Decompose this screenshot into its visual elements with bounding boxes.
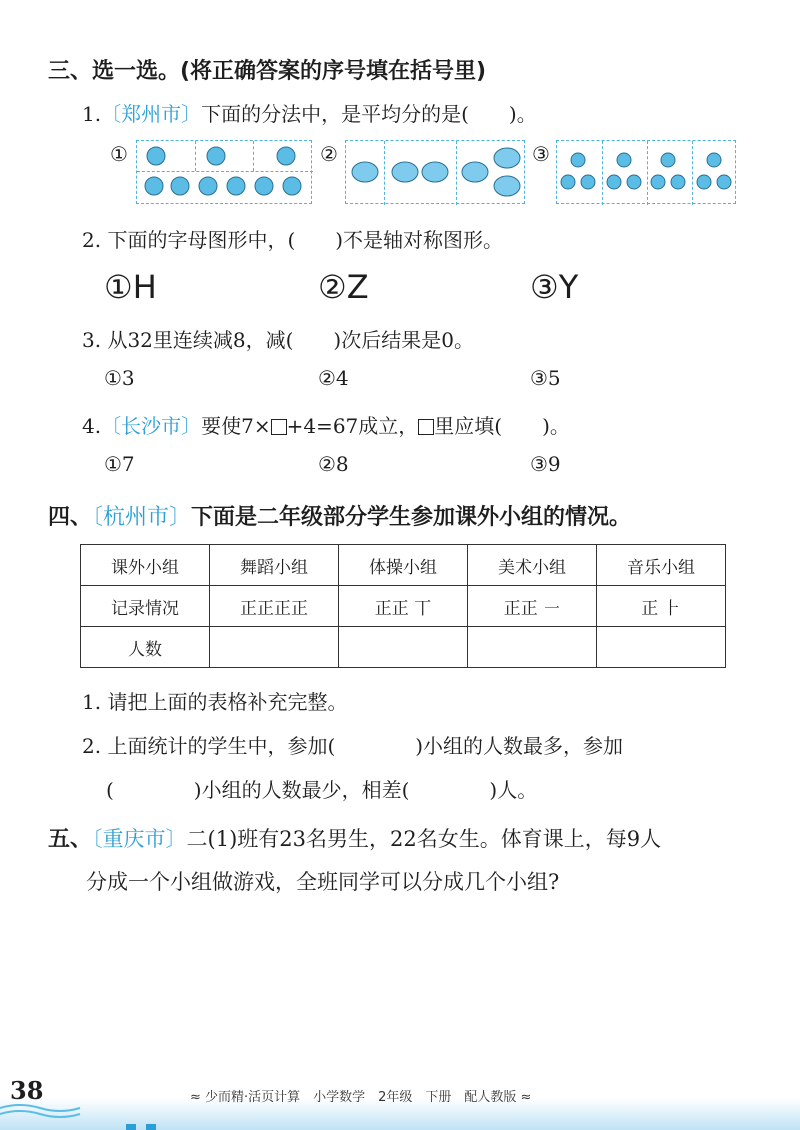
tally-cell: 正 ⺊ bbox=[597, 586, 726, 627]
q4-text-c: 里应填( )。 bbox=[434, 414, 570, 438]
section5-line1 bbox=[48, 822, 661, 853]
sec5-label: 五、 bbox=[48, 827, 93, 852]
footer-text: ≈ 少而精·活页计算 小学数学 2年级 下册 配人教版 ≈ bbox=[190, 1090, 532, 1105]
table-row bbox=[81, 586, 726, 627]
q4-option-3: ③9 bbox=[530, 452, 561, 476]
answer-cell[interactable] bbox=[339, 627, 468, 668]
q3-option-1: ①3 bbox=[104, 366, 135, 390]
table-cell: 舞蹈小组 bbox=[210, 545, 339, 586]
q1-text: 下面的分法中，是平均分的是( )。 bbox=[201, 102, 537, 126]
tally-cell: 正正正正 bbox=[210, 586, 339, 627]
sec5-city-tag: 〔重庆市〕 bbox=[92, 827, 187, 851]
table-cell: 美术小组 bbox=[468, 545, 597, 586]
activity-table bbox=[80, 544, 726, 668]
q1-option-3-box bbox=[556, 140, 736, 204]
q2-option-3: ③Y bbox=[530, 268, 579, 306]
q1-option-2-box bbox=[345, 140, 525, 204]
sec4-label: 四、 bbox=[48, 505, 93, 530]
question-1 bbox=[82, 98, 537, 127]
question-3: 3. 从32里连续减8，减( )次后结果是0。 bbox=[82, 328, 474, 352]
table-cell: 课外小组 bbox=[81, 545, 210, 586]
table-row bbox=[81, 627, 726, 668]
apple-icons bbox=[556, 140, 736, 204]
answer-cell[interactable] bbox=[210, 627, 339, 668]
q1-option-2-label: ② bbox=[320, 142, 338, 166]
watermelon-icons bbox=[345, 140, 525, 204]
q4-text-b: +4=67成立， bbox=[286, 414, 419, 438]
answer-cell[interactable] bbox=[597, 627, 726, 668]
table-cell: 音乐小组 bbox=[597, 545, 726, 586]
q4-number: 4. bbox=[82, 414, 102, 438]
table-cell: 记录情况 bbox=[81, 586, 210, 627]
sec5-line1-text: 二(1)班有23名男生，22名女生。体育课上，每9人 bbox=[186, 827, 662, 851]
table-cell: 体操小组 bbox=[339, 545, 468, 586]
q1-option-3-label: ③ bbox=[532, 142, 550, 166]
q1-option-1-box bbox=[136, 140, 312, 204]
blank-square-icon bbox=[418, 419, 434, 435]
tally-cell: 正正 ㇐ bbox=[468, 586, 597, 627]
q4-option-2: ②8 bbox=[318, 452, 349, 476]
sec4-city-tag: 〔杭州市〕 bbox=[92, 505, 192, 530]
sec4-question-1: 1. 请把上面的表格补充完整。 bbox=[82, 690, 348, 714]
sec4-title-text: 下面是二年级部分学生参加课外小组的情况。 bbox=[191, 505, 632, 530]
question-4 bbox=[82, 410, 570, 439]
q1-city-tag: 〔郑州市〕 bbox=[101, 102, 202, 126]
q2-option-2: ②Z bbox=[318, 268, 369, 306]
q4-option-1: ①7 bbox=[104, 452, 135, 476]
section3-title: 三、选一选。(将正确答案的序号填在括号里) bbox=[48, 59, 487, 84]
table-row bbox=[81, 545, 726, 586]
q1-option-1-label: ① bbox=[110, 142, 128, 166]
q3-option-3: ③5 bbox=[530, 366, 561, 390]
section4-title bbox=[48, 500, 631, 531]
table-cell: 人数 bbox=[81, 627, 210, 668]
blank-square-icon bbox=[271, 419, 287, 435]
question-2: 2. 下面的字母图形中，( )不是轴对称图形。 bbox=[82, 228, 504, 252]
q4-city-tag: 〔长沙市〕 bbox=[101, 414, 202, 438]
q1-number: 1. bbox=[82, 102, 102, 126]
page-number: 38 bbox=[10, 1076, 44, 1105]
tally-cell: 正正 丅 bbox=[339, 586, 468, 627]
sec4-question-2-line2: ( )小组的人数最少，相差( )人。 bbox=[106, 778, 538, 802]
section5-line2: 分成一个小组做游戏，全班同学可以分成几个小组? bbox=[86, 870, 560, 894]
answer-cell[interactable] bbox=[468, 627, 597, 668]
sec4-question-2-line1: 2. 上面统计的学生中，参加( )小组的人数最多，参加 bbox=[82, 734, 624, 758]
q4-text-a: 要使7× bbox=[201, 414, 271, 438]
q3-option-2: ②4 bbox=[318, 366, 349, 390]
grape-icons bbox=[136, 140, 312, 204]
q2-option-1: ①H bbox=[104, 268, 157, 306]
